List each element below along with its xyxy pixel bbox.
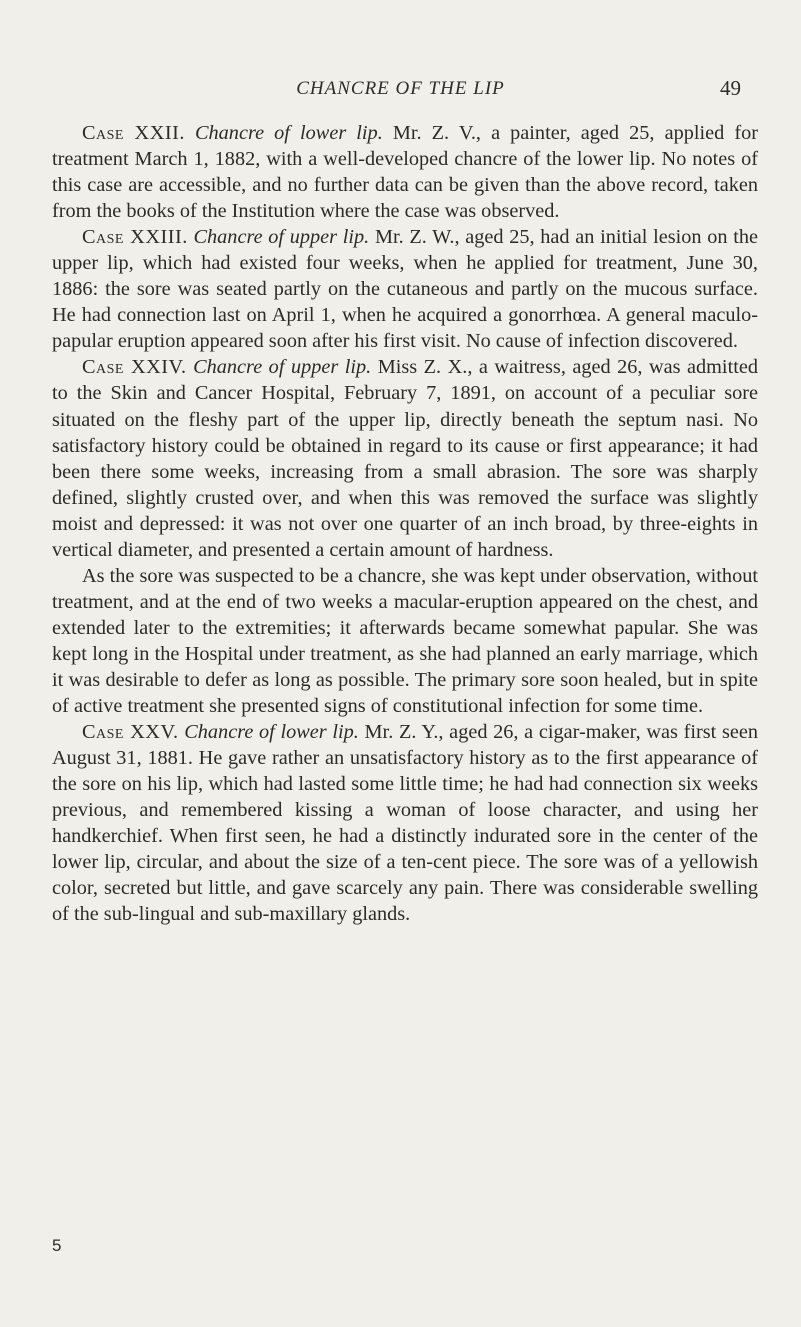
- case-title: Chancre of lower lip.: [195, 122, 383, 144]
- case-text: Miss Z. X., a waitress, aged 26, was admitted to the Skin and Cancer Hospital, February 7, 1891, on account of a peculiar sore situated on the fleshy part of the upper lip, directly beneath the septum nasi. No satisfactory history could be obtained in regard to its cause or first appearance; it had been there some weeks, increasing from a small abrasion. The sore was sharply defined, slightly crusted over, and when this was removed the surface was slightly moist and depressed: it was not over one quarter of an inch broad, by three-eights in vertical diameter, and presented a certain amount of hardness.: [52, 356, 758, 561]
- signature-mark: 5: [52, 1236, 62, 1255]
- body-text: [52, 120, 758, 927]
- case-paragraph: [52, 120, 758, 224]
- running-title: CHANCRE OF THE LIP: [296, 78, 505, 99]
- case-label: Case XXV.: [82, 721, 179, 744]
- case-title: Chancre of upper lip.: [193, 356, 372, 379]
- case-text: Mr. Z. W., aged 25, had an initial lesion on the upper lip, which had existed four weeks, when he applied for treatment, June 30, 1886: the sore was seated partly on the cutaneous and partly on the mucous surface. He had connection last on April 1, when he acquired a gonorrhœa. A general maculo-papular eruption appeared soon after his first visit. No cause of infection discovered.: [52, 226, 758, 353]
- case-label: Case XXIII.: [82, 226, 188, 249]
- continuation-paragraph: As the sore was suspected to be a chancre, she was kept under observation, without treatment, and at the end of two weeks a macular-eruption appeared on the chest, and extended later to the extremities; it afterwards became somewhat papular. She was kept long in the Hospital under treatment, as she had planned an early marriage, which it was desirable to defer as long as possible. The primary sore soon healed, but in spite of active treatment she presented signs of constitutional infection for some time.: [52, 564, 758, 718]
- case-label: Case XXIV.: [82, 356, 187, 379]
- page-number: 49: [720, 76, 741, 100]
- case-text: Mr. Z. Y., aged 26, a cigar-maker, was first seen August 31, 1881. He gave rather an unsatisfactory history as to the first appearance of the sore on his lip, which had lasted some little time; he had had connection six weeks previous, and remembered kissing a woman of loose character, and using her handkerchief. When first seen, he had a distinctly indurated sore in the center of the lower lip, circular, and about the size of a ten-cent piece. The sore was of a yellowish color, secreted but little, and gave scarcely any pain. There was considerable swelling of the sub-lingual and sub-maxillary glands.: [52, 721, 758, 926]
- case-text: Mr. Z. V., a painter, aged 25, applied for treatment March 1, 1882, with a well-developed chancre of the lower lip. No notes of this case are accessible, and no further data can be given than the above record, taken from the books of the Institution where the case was observed.: [52, 122, 758, 223]
- case-paragraph: [52, 719, 758, 927]
- case-label: Case XXII.: [82, 122, 185, 144]
- page-header: [0, 76, 801, 106]
- case-title: Chancre of upper lip.: [193, 226, 370, 249]
- case-title: Chancre of lower lip.: [184, 721, 359, 744]
- case-paragraph: [52, 224, 758, 354]
- case-paragraph: [52, 354, 758, 562]
